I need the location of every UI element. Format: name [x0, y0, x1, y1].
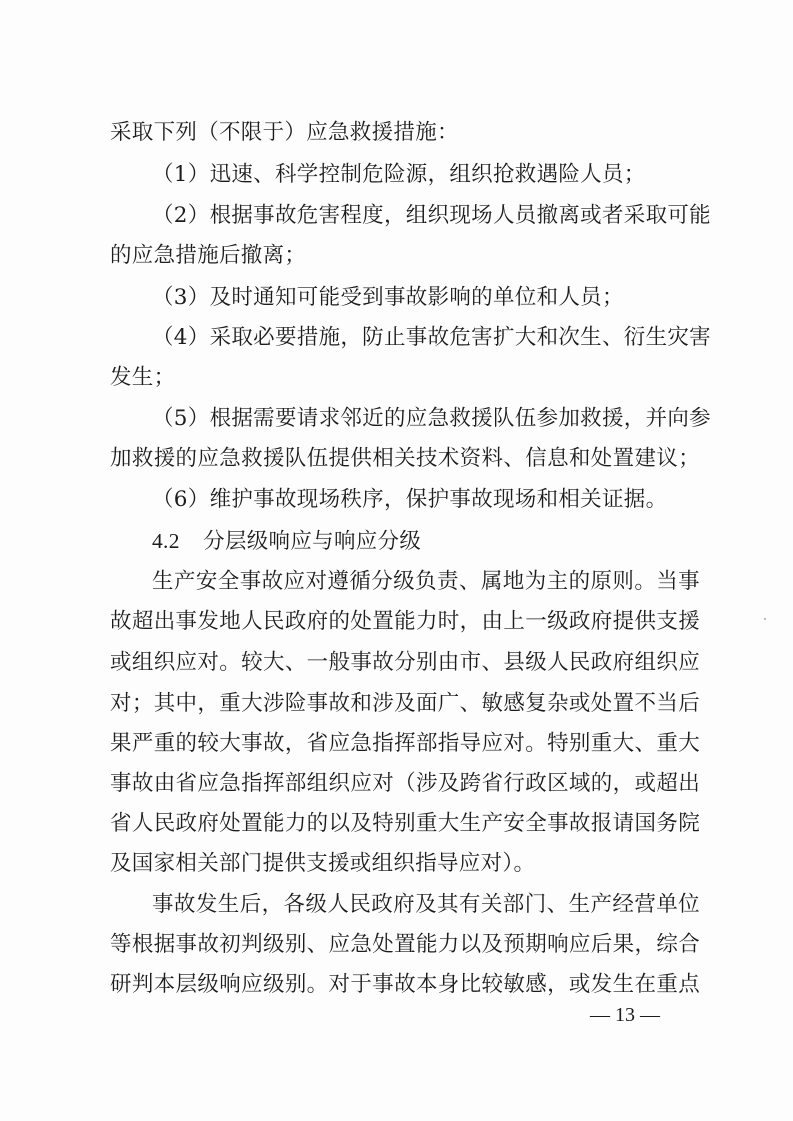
scan-mark	[764, 618, 766, 620]
text-line: （6）维护事故现场秩序，保护事故现场和相关证据。	[152, 487, 668, 512]
text-line: （5）根据需要请求邻近的应急救援队伍参加救援，并向参	[152, 406, 711, 431]
text-line: （3）及时通知可能受到事故影响的单位和人员；	[152, 285, 624, 310]
text-line: 的应急措施后撤离；	[110, 243, 307, 268]
text-line: （1）迅速、科学控制危险源，组织抢救遇险人员；	[152, 162, 646, 187]
text-line: 生产安全事故应对遵循分级负责、属地为主的原则。当事	[152, 569, 700, 594]
text-line: 事故发生后，各级人民政府及其有关部门、生产经营单位	[152, 892, 700, 917]
section-heading	[152, 526, 700, 557]
text-line: 对；其中，重大涉险事故和涉及面广、敏感复杂或处置不当后	[110, 691, 700, 716]
text-line: 事故由省应急指挥部组织应对（涉及跨省行政区域的，或超出	[110, 771, 700, 796]
text-line: （2）根据事故危害程度，组织现场人员撤离或者采取可能	[152, 203, 711, 228]
text-line: 及国家相关部门提供支援或组织指导应对）。	[110, 851, 536, 876]
text-line: 省人民政府处置能力的以及特别重大生产安全事故报请国务院	[110, 811, 700, 836]
text-line: 发生；	[110, 365, 176, 390]
page-number: — 13 —	[590, 1004, 660, 1026]
section-number: 4.2	[152, 529, 180, 553]
text-line: 等根据事故初判级别、应急处置能力以及预期响应后果，综合	[110, 932, 700, 957]
text-line: 或组织应对。较大、一般事故分别由市、县级人民政府组织应	[110, 650, 700, 675]
text-line: 研判本层级响应级别。对于事故本身比较敏感，或发生在重点	[110, 972, 700, 997]
section-title: 分层级响应与响应分级	[203, 529, 422, 554]
text-line: 采取下列（不限于）应急救援措施：	[110, 120, 459, 145]
text-line: 故超出事发地人民政府的处置能力时，由上一级政府提供支援	[110, 609, 700, 634]
text-line: 加救援的应急救援队伍提供相关技术资料、信息和处置建议；	[110, 446, 700, 471]
text-line: （4）采取必要措施，防止事故危害扩大和次生、衍生灾害	[152, 325, 711, 350]
text-line: 果严重的较大事故，省应急指挥部指导应对。特别重大、重大	[110, 731, 700, 756]
